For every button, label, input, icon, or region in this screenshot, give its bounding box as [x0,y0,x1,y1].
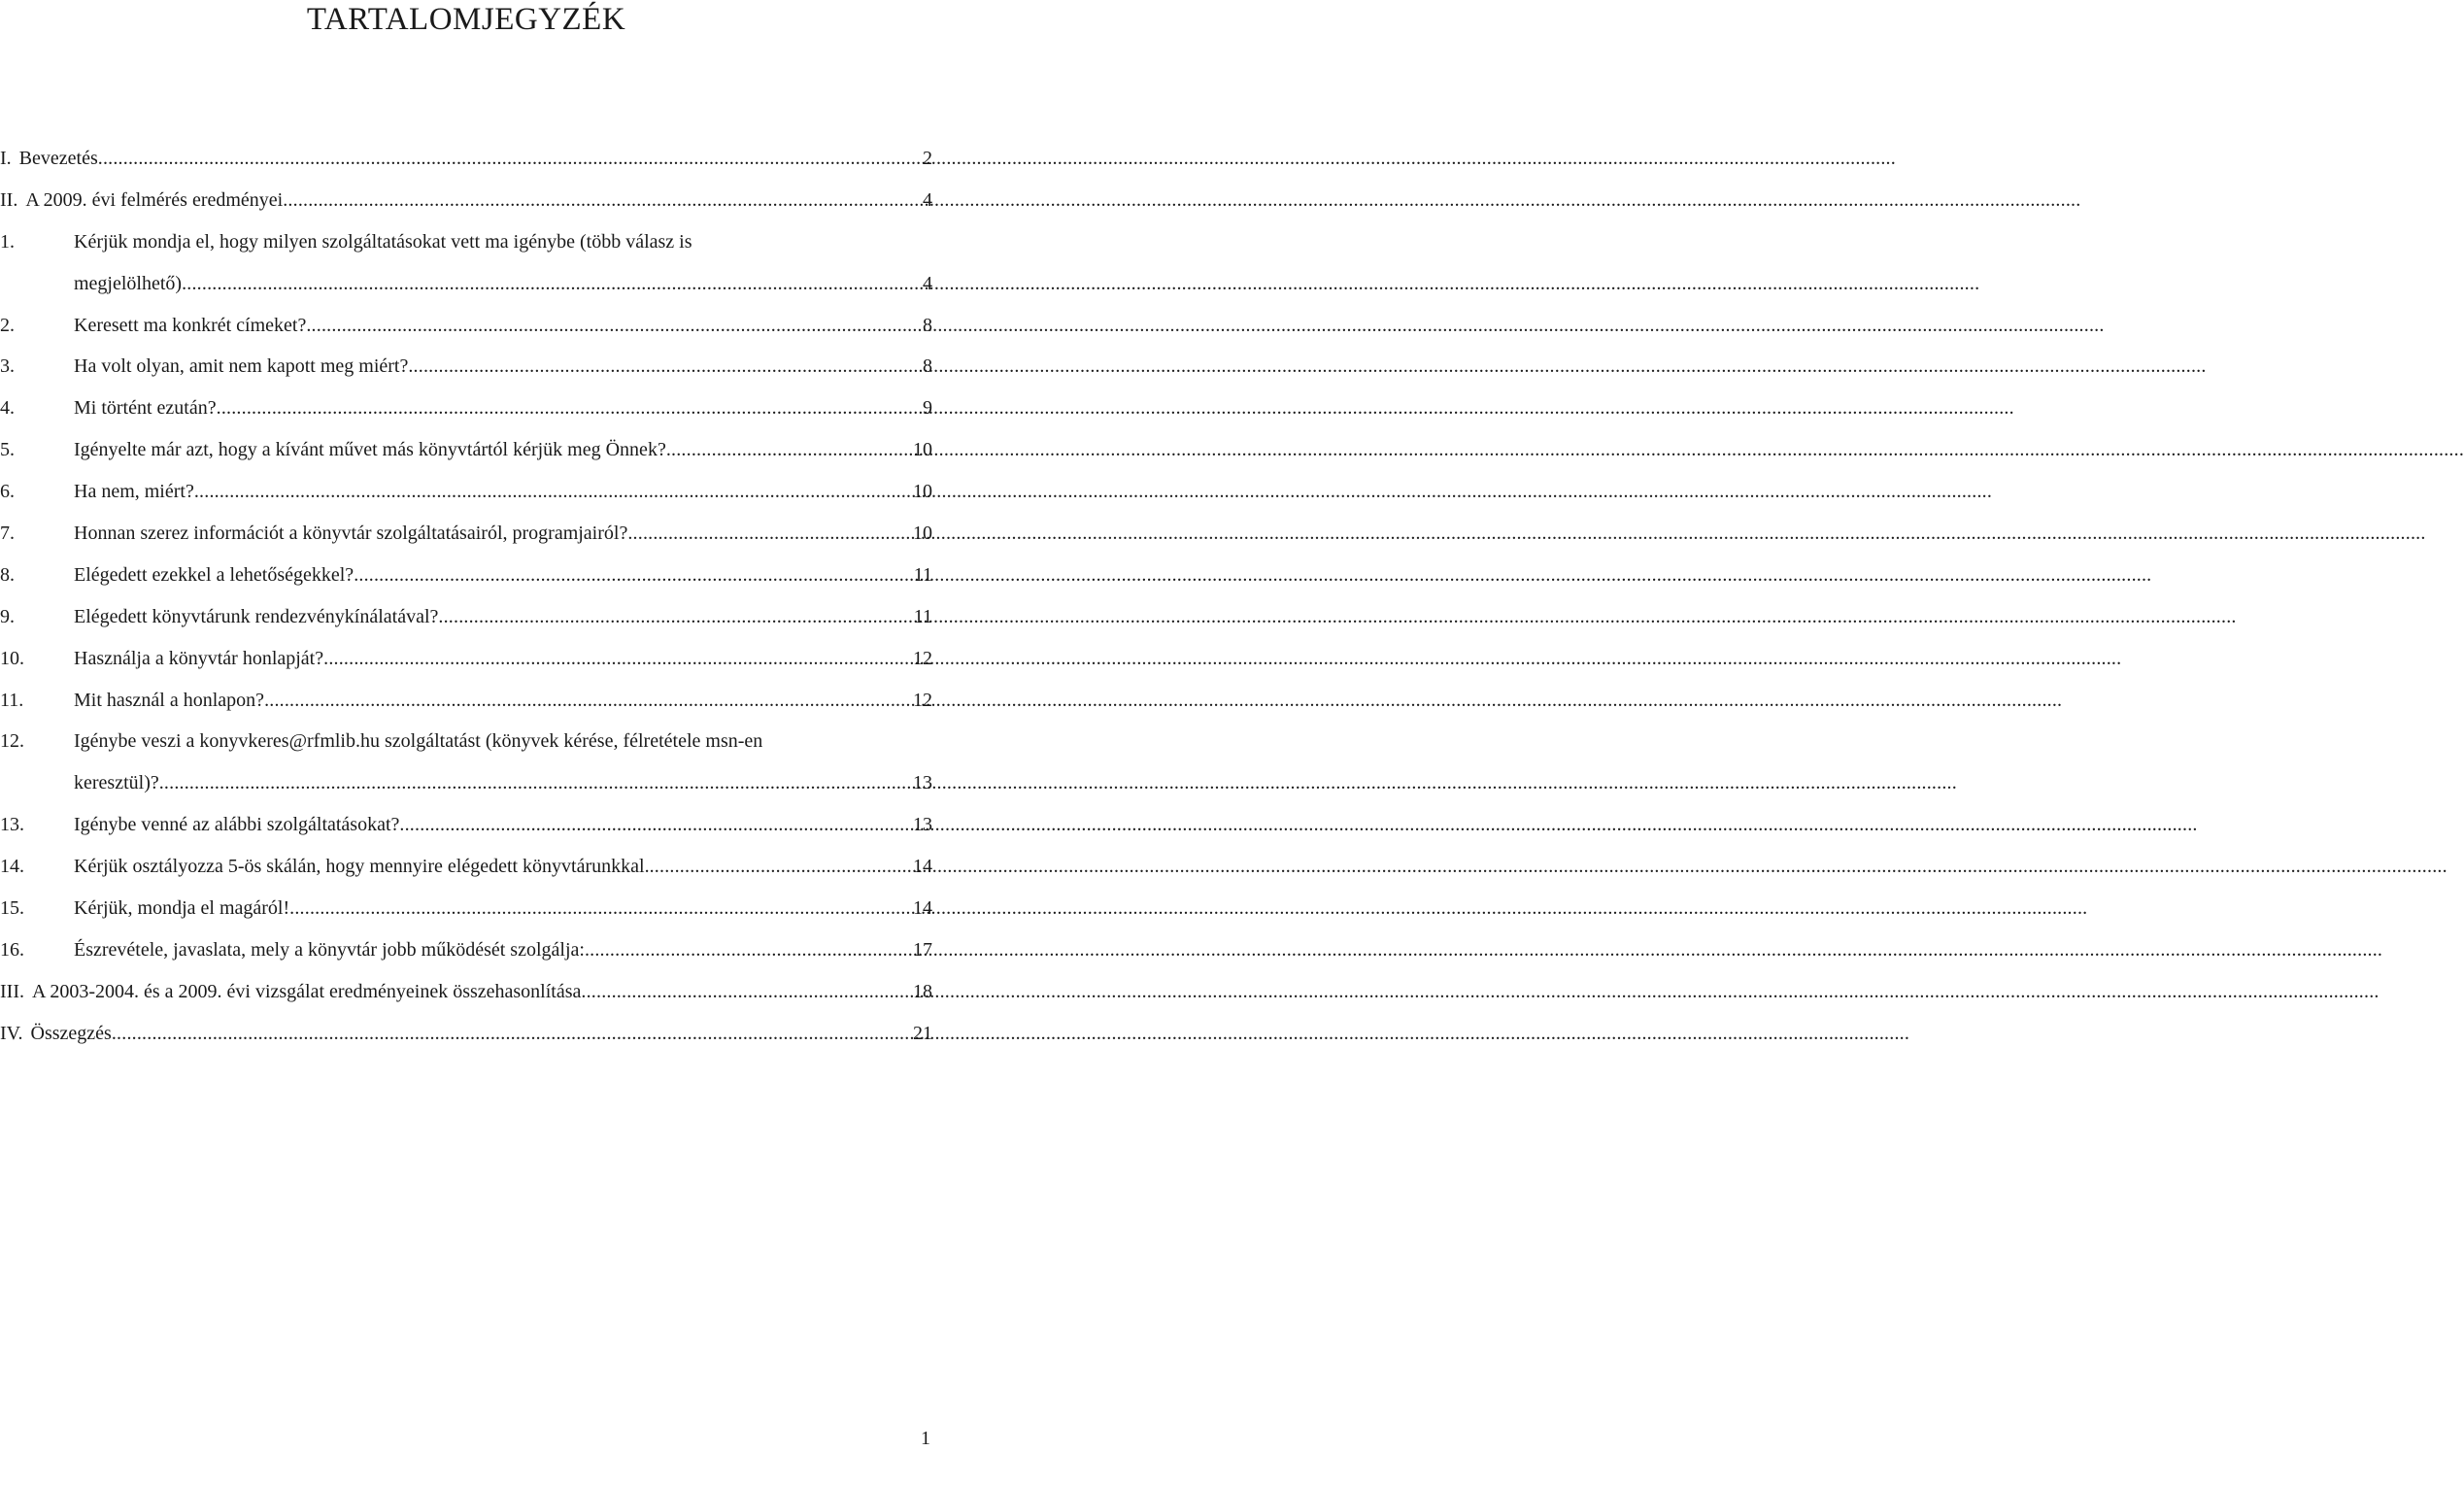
toc-entry-page: 21 [913,1022,932,1044]
toc-entry-page: 8 [923,355,932,378]
toc-entry-number: 11. [0,689,24,711]
toc-entry-number: I. [0,148,12,169]
toc-leader-dots [264,680,912,722]
toc-leader-dots [112,1013,912,1055]
toc-entry[interactable] [0,888,932,929]
toc-entry-number: 10. [0,647,24,669]
toc-entry-label: A 2003-2004. és a 2009. évi vizsgálat eredményeinek összehasonlítása [31,980,582,1002]
toc-entry-label: Ha nem, miért? [74,481,194,503]
toc-entry[interactable] [0,721,932,762]
toc-leader-dots [627,513,912,555]
toc-entry[interactable] [0,471,932,513]
toc-entry[interactable] [0,596,932,638]
toc-entry-page: 18 [913,980,932,1002]
toc-leader-dots [399,804,912,846]
toc-entry-page: 4 [923,188,932,211]
toc-leader-dots [408,346,922,388]
toc-entry-label: Kérjük mondja el, hogy milyen szolgáltatásokat vett ma igénybe (több válasz is [74,230,692,253]
toc-entry-label: Mit használ a honlapon? [74,689,265,711]
toc-entry-number: 8. [0,563,15,586]
toc-leader-dots [306,305,922,347]
toc-entry-label: Ha volt olyan, amit nem kapott meg miért? [74,355,409,378]
toc-leader-dots [650,846,912,888]
toc-leader-dots [289,888,912,929]
toc-entry-label: Bevezetés [18,148,98,169]
toc-entry-page: 14 [913,897,932,920]
toc-entry-label: Igénybe veszi a konyvkeres@rfmlib.hu szolgáltatást (könyvek kérése, félretétele msn-en [74,730,763,753]
toc-entry[interactable] [0,555,932,596]
toc-entry-number: 14. [0,856,24,878]
toc-entry-label-continuation: keresztül)? [74,772,159,794]
toc-entry-number: 4. [0,397,15,420]
toc-entry-label: Igénybe venné az alábbi szolgáltatásokat? [74,814,400,836]
toc-entry-page: 10 [913,481,932,503]
toc-leader-dots [283,180,922,221]
toc-leader-dots [585,929,912,971]
toc-entry-page: 17 [913,938,932,961]
toc-entry-page: 14 [913,856,932,878]
toc-entry[interactable] [0,346,932,388]
toc-entry[interactable] [0,221,932,263]
page-title: TARTALOMJEGYZÉK [306,2,626,37]
toc-leader-dots [98,138,922,180]
toc-entry[interactable] [0,929,932,971]
toc-leader-dots [217,388,922,429]
toc-entry-number: 7. [0,523,15,545]
toc-entry-number: 5. [0,439,15,461]
toc-entry[interactable] [0,1013,932,1055]
toc-leader-dots [159,762,912,804]
toc-entry[interactable] [0,429,932,471]
toc-entry[interactable] [0,180,932,221]
toc-leader-dots [581,971,912,1013]
toc-entry-number: 13. [0,814,24,836]
toc-entry-label: Kérjük, mondja el magáról! [74,897,290,920]
toc-entry-number: 1. [0,230,15,253]
toc-leader-dots [666,429,912,471]
toc-entry-number: III. [0,980,24,1002]
toc-entry-label: Elégedett könyvtárunk rendezvénykínálatával? [74,605,439,627]
toc-entry-label-continuation: megjelölhető) [74,272,183,294]
toc-leader-dots [354,555,913,596]
toc-entry[interactable] [0,846,932,888]
toc-entry-number: 6. [0,481,15,503]
toc-entry[interactable] [0,680,932,722]
toc-entry-label: Mi történt ezután? [74,397,217,420]
toc-entry-label: Kérjük osztályozza 5-ös skálán, hogy mennyire elégedett könyvtárunkkal. [74,856,650,878]
toc-entry-number: 16. [0,938,24,961]
toc-entry-page: 11 [913,563,932,586]
toc-entry-label: Használja a könyvtár honlapját? [74,647,324,669]
toc-entry[interactable] [0,638,932,680]
toc-entry-label: Igényelte már azt, hogy a kívánt művet más könyvtártól kérjük meg Önnek? [74,439,666,461]
toc-entry-number: 3. [0,355,15,378]
toc-leader-dots [323,638,912,680]
toc-entry-page: 10 [913,439,932,461]
toc-entry-label: Észrevétele, javaslata, mely a könyvtár jobb működését szolgálja: [74,938,585,961]
page-number: 1 [921,1428,930,1449]
toc-entry[interactable] [0,971,932,1013]
toc-entry-label: Összegzés [30,1022,112,1044]
toc-entry[interactable] [0,305,932,347]
toc-entry-number: 9. [0,605,15,627]
toc-entry-page: 4 [923,272,932,294]
toc-entry[interactable] [0,138,932,180]
toc-entry[interactable] [0,388,932,429]
toc-entry-continuation[interactable] [0,263,932,305]
toc-entry-page: 8 [923,314,932,336]
toc-leader-dots [194,471,912,513]
toc-entry-page: 13 [913,772,932,794]
toc-entry-continuation[interactable] [0,762,932,804]
toc-entry-page: 2 [923,148,932,169]
toc-entry-label: A 2009. évi felmérés eredményei [25,188,284,211]
toc-entry[interactable] [0,804,932,846]
toc-leader-dots [438,596,912,638]
toc-entry-number: II. [0,188,18,211]
toc-entry-label: Honnan szerez információt a könyvtár szolgáltatásairól, programjairól? [74,523,628,545]
toc-entry[interactable] [0,513,932,555]
toc-entry-label: Keresett ma konkrét címeket? [74,314,307,336]
toc-entry-number: IV. [0,1022,23,1044]
toc-entry-page: 10 [913,523,932,545]
toc-entry-number: 12. [0,730,24,753]
toc-entry-number: 15. [0,897,24,920]
toc-entry-page: 11 [913,605,932,627]
toc-entry-page: 13 [913,814,932,836]
toc-entry-page: 9 [923,397,932,420]
toc-entry-page: 12 [913,647,932,669]
toc-leader-dots [182,263,922,305]
toc-entry-page: 12 [913,689,932,711]
table-of-contents [0,138,932,1055]
toc-entry-label: Elégedett ezekkel a lehetőségekkel? [74,563,354,586]
toc-entry-number: 2. [0,314,15,336]
